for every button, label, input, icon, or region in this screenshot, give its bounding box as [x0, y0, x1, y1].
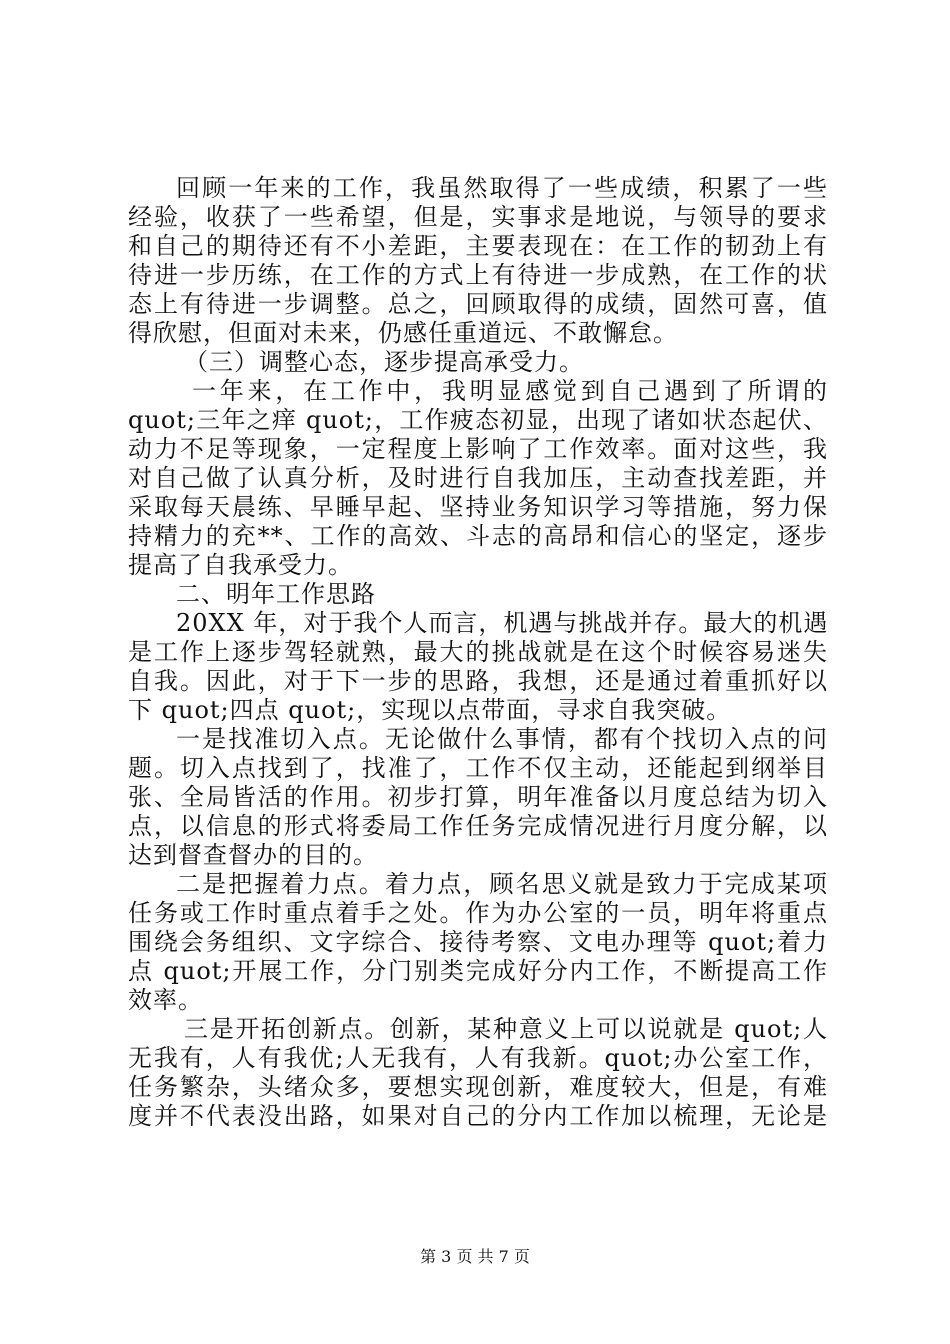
paragraph: [128, 609, 828, 725]
text-line: quot;三年之痒 quot;，工作疲态初显，出现了诸如状态起伏、: [128, 406, 828, 434]
text-line: 张、全局皆活的作用。初步打算，明年准备以月度总结为切入: [128, 783, 828, 811]
text-line: 持精力的充**、工作的高效、斗志的高昂和信心的坚定，逐步: [128, 522, 828, 550]
text-line: 态上有待进一步调整。总之，回顾取得的成绩，固然可喜，值: [128, 290, 828, 318]
text-line: 围绕会务组织、文字综合、接待考察、文电办理等 quot;着力: [128, 928, 828, 956]
text-line: 点 quot;开展工作，分门别类完成好分内工作，不断提高工作: [128, 957, 828, 985]
text-line: 任务或工作时重点着手之处。作为办公室的一员，明年将重点: [128, 899, 828, 927]
text-line: 动力不足等现象，一定程度上影响了工作效率。面对这些，我: [128, 435, 828, 463]
text-line: 点，以信息的形式将委局工作任务完成情况进行月度分解，以: [128, 812, 828, 840]
text-line: 三是开拓创新点。创新，某种意义上可以说就是 quot;人: [184, 1015, 828, 1043]
section-heading: [128, 348, 828, 377]
text-line: 二是把握着力点。着力点，顾名思义就是致力于完成某项: [176, 870, 828, 898]
text-line: 二、明年工作思路: [176, 580, 376, 608]
text-line: 回顾一年来的工作，我虽然取得了一些成绩，积累了一些: [176, 174, 828, 202]
paragraph: [128, 870, 828, 1015]
section-heading: [128, 580, 828, 609]
text-line: 得欣慰，但面对未来，仍感任重道远、不敢懈怠。: [128, 319, 678, 347]
text-line: （三）调整心态，逐步提高承受力。: [184, 348, 584, 376]
text-line: 一年来，在工作中，我明显感觉到自己遇到了所谓的: [192, 377, 828, 405]
paragraph: [128, 174, 828, 348]
text-line: 达到督查督办的目的。: [128, 841, 378, 869]
text-line: 是工作上逐步驾轻就熟，最大的挑战就是在这个时候容易迷失: [128, 638, 828, 666]
text-line: 下 quot;四点 quot;，实现以点带面，寻求自我突破。: [128, 696, 732, 724]
paragraph: [128, 725, 828, 870]
text-line: 无我有，人有我优;人无我有，人有我新。quot;办公室工作，: [128, 1044, 828, 1072]
text-line: 待进一步历练，在工作的方式上有待进一步成熟，在工作的状: [128, 261, 828, 289]
text-line: 题。切入点找到了，找准了，工作不仅主动，还能起到纲举目: [128, 754, 828, 782]
paragraph: [128, 377, 828, 580]
text-line: 任务繁杂，头绪众多，要想实现创新，难度较大，但是，有难: [128, 1073, 828, 1101]
page-number: 第 3 页 共 7 页: [420, 1247, 530, 1266]
page-footer: [0, 1247, 950, 1267]
text-line: 度并不代表没出路，如果对自己的分内工作加以梳理，无论是: [128, 1102, 828, 1130]
text-line: 效率。: [128, 986, 203, 1014]
text-line: 自我。因此，对于下一步的思路，我想，还是通过着重抓好以: [128, 667, 828, 695]
paragraph: [128, 1015, 828, 1131]
text-line: 经验，收获了一些希望，但是，实事求是地说，与领导的要求: [128, 203, 828, 231]
text-line: 对自己做了认真分析，及时进行自我加压，主动查找差距，并: [128, 464, 828, 492]
text-line: 20XX 年，对于我个人而言，机遇与挑战并存。最大的机遇: [176, 609, 829, 637]
text-line: 一是找准切入点。无论做什么事情，都有个找切入点的问: [176, 725, 828, 753]
text-line: 提高了自我承受力。: [128, 551, 353, 579]
document-body: [128, 174, 828, 1131]
text-line: 采取每天晨练、早睡早起、坚持业务知识学习等措施，努力保: [128, 493, 828, 521]
text-line: 和自己的期待还有不小差距，主要表现在：在工作的韧劲上有: [128, 232, 828, 260]
